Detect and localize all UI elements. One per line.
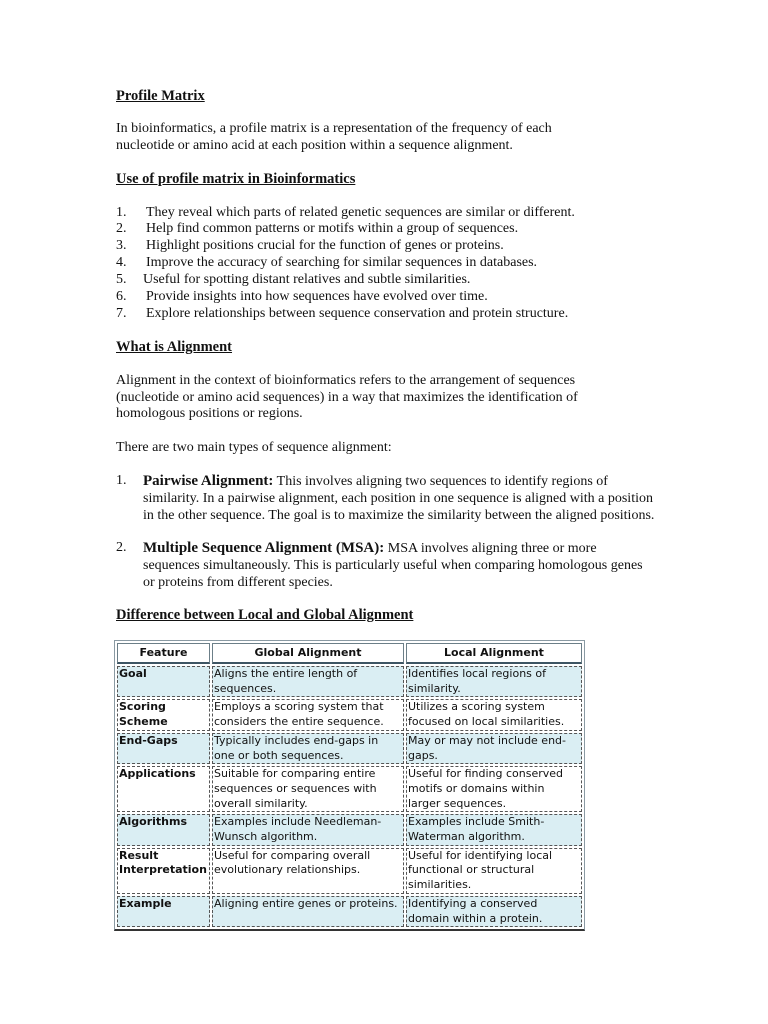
table-cell-local: Examples include Smith-Waterman algorithm.	[406, 814, 582, 845]
table-cell-global: Useful for comparing overall evolutionary relationships.	[212, 848, 404, 894]
use-item	[116, 205, 575, 221]
use-item-num: 2.	[116, 221, 127, 236]
column-header: Global Alignment	[212, 643, 404, 664]
alignment-type-num: 2.	[116, 540, 127, 555]
table-cell-local: Useful for identifying local functional or structural similarities.	[406, 848, 582, 894]
table-cell-global: Typically includes end-gaps in one or both sequences.	[212, 733, 404, 764]
use-item-text: They reveal which parts of related genetic sequences are similar or different.	[146, 205, 575, 220]
column-header: Feature	[117, 643, 210, 664]
table-cell-local: May or may not include end-gaps.	[406, 733, 582, 764]
difference-heading: Difference between Local and Global Alignment	[116, 607, 414, 623]
use-item	[116, 221, 518, 237]
use-item-text: Explore relationships between sequence conservation and protein structure.	[146, 306, 569, 321]
table-cell-local: Identifies local regions of similarity.	[406, 666, 582, 697]
table-cell-feature: Scoring Scheme	[117, 699, 210, 730]
use-item	[116, 238, 504, 254]
intro-line-1: In bioinformatics, a profile matrix is a representation of the frequency of each	[116, 121, 552, 136]
use-item-num: 6.	[116, 289, 127, 304]
use-item-num: 7.	[116, 306, 127, 321]
use-item-text: Highlight positions crucial for the function of genes or proteins.	[146, 238, 504, 253]
use-item-text: Improve the accuracy of searching for similar sequences in databases.	[146, 255, 538, 270]
table-cell-global: Aligns the entire length of sequences.	[212, 666, 404, 697]
table-cell-feature: Example	[117, 896, 210, 927]
table-cell-local: Identifying a conserved domain within a protein.	[406, 896, 582, 927]
table-cell-global: Suitable for comparing entire sequences or sequences with overall similarity.	[212, 766, 404, 812]
table-cell-global: Aligning entire genes or proteins.	[212, 896, 404, 927]
use-item-num: 4.	[116, 255, 127, 270]
alignment-line-2: (nucleotide or amino acid sequences) in a way that maximizes the identification of	[116, 390, 578, 405]
table-cell-feature: Applications	[117, 766, 210, 812]
table-cell-feature: Algorithms	[117, 814, 210, 845]
table-row	[117, 848, 582, 894]
alignment-type-name: Multiple Sequence Alignment (MSA):	[143, 540, 385, 556]
table-row	[117, 733, 582, 764]
use-item-num: 3.	[116, 238, 127, 253]
use-item	[116, 272, 470, 288]
alignment-type-item	[116, 540, 656, 591]
use-item	[116, 255, 537, 271]
table-cell-global: Employs a scoring system that considers the entire sequence.	[212, 699, 404, 730]
types-intro: There are two main types of sequence alignment:	[116, 440, 392, 455]
table-cell-feature: Result Interpretation	[117, 848, 210, 894]
table-row	[117, 699, 582, 730]
table-row	[117, 814, 582, 845]
use-item-text: Help find common patterns or motifs within a group of sequences.	[146, 221, 519, 236]
alignment-type-name: Pairwise Alignment:	[143, 473, 274, 489]
table-row	[117, 766, 582, 812]
use-item-num: 5.	[116, 272, 127, 287]
table-cell-feature: End-Gaps	[117, 733, 210, 764]
alignment-heading: What is Alignment	[116, 339, 233, 355]
use-heading: Use of profile matrix in Bioinformatics	[116, 171, 356, 187]
use-item	[116, 289, 488, 305]
page-title: Profile Matrix	[116, 88, 205, 104]
alignment-type-desc: MSA involves aligning three or more sequences simultaneously. This is particularly useful when comparing homologous genes or proteins from different species.	[143, 541, 643, 590]
use-item-text: Useful for spotting distant relatives and subtle similarities.	[143, 272, 471, 287]
use-item	[116, 306, 568, 322]
alignment-line-1: Alignment in the context of bioinformatics refers to the arrangement of sequences	[116, 373, 576, 388]
table-cell-global: Examples include Needleman-Wunsch algorithm.	[212, 814, 404, 845]
table-cell-local: Utilizes a scoring system focused on local similarities.	[406, 699, 582, 730]
alignment-line-3: homologous positions or regions.	[116, 406, 303, 421]
use-item-num: 1.	[116, 205, 127, 220]
table-header-row	[117, 643, 582, 664]
table-row	[117, 896, 582, 927]
intro-line-2: nucleotide or amino acid at each position within a sequence alignment.	[116, 138, 513, 153]
table-cell-local: Useful for finding conserved motifs or domains within larger sequences.	[406, 766, 582, 812]
table-row	[117, 666, 582, 697]
alignment-type-item	[116, 473, 656, 524]
table-cell-feature: Goal	[117, 666, 210, 697]
comparison-table	[114, 640, 585, 931]
alignment-type-desc: This involves aligning two sequences to identify regions of similarity. In a pairwise alignment, each position in one sequence is aligned with a position in the other sequence. The goal is to maximize the similarity between the aligned positions.	[143, 474, 655, 523]
use-item-text: Provide insights into how sequences have evolved over time.	[146, 289, 488, 304]
column-header: Local Alignment	[406, 643, 582, 664]
alignment-type-num: 1.	[116, 473, 127, 488]
